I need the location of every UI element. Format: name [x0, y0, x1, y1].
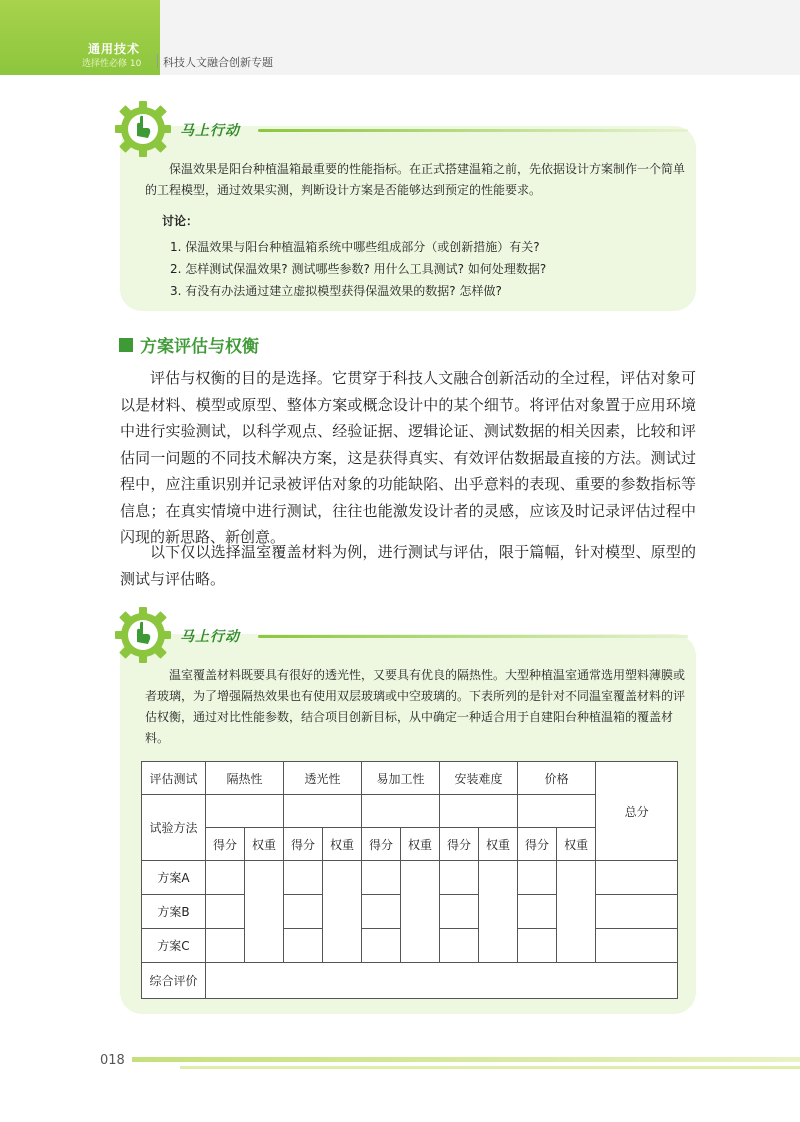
series-title: 通用技术 — [88, 42, 141, 56]
weight-header: 权重 — [401, 828, 440, 861]
weight-cell — [401, 861, 440, 963]
total-header: 总分 — [596, 762, 678, 861]
action-title-2: 马上行动 — [180, 629, 240, 645]
question-item: 2. 怎样测试保温效果? 测试哪些参数? 用什么工具测试? 如何处理数据? — [170, 262, 547, 276]
section-title: 方案评估与权衡 — [140, 337, 259, 357]
table-row — [142, 963, 678, 999]
score-cell — [362, 895, 401, 929]
evaluation-table — [141, 761, 678, 999]
action-intro-1: 保温效果是阳台种植温箱最重要的性能指标。在正式搭建温箱之前，先依据设计方案制作一个简单的工程模型，通过效果实测，判断设计方案是否能够达到预定的性能要求。 — [145, 162, 686, 197]
row-label-eval: 评估测试 — [142, 762, 206, 795]
plan-label: 方案B — [142, 895, 206, 929]
section-bullet-square — [119, 338, 133, 352]
discussion-label: 讨论： — [162, 214, 199, 228]
weight-cell — [323, 861, 362, 963]
score-header: 得分 — [518, 828, 557, 861]
plan-label: 方案C — [142, 929, 206, 963]
criterion-header: 易加工性 — [362, 762, 440, 795]
weight-cell — [245, 861, 284, 963]
table-row — [142, 762, 678, 795]
discussion-questions — [170, 236, 546, 302]
plan-label: 方案A — [142, 861, 206, 895]
score-cell — [206, 861, 245, 895]
score-header: 得分 — [440, 828, 479, 861]
action-intro-2: 温室覆盖材料既要具有很好的透光性，又要具有优良的隔热性。大型种植温室通常选用塑料薄膜或者玻璃，为了增强隔热效果也有使用双层玻璃或中空玻璃的。下表所列的是针对不同温室覆盖材料的评估权衡，通过对比性能参数，结合项目创新目标，从中确定一种适合用于自建阳台种植温箱的覆盖材料。 — [145, 668, 686, 745]
weight-cell — [557, 861, 596, 963]
footer-rule — [132, 1057, 800, 1062]
topic-title: 科技人文融合创新专题 — [163, 56, 273, 69]
score-cell — [440, 895, 479, 929]
question-item: 1. 保温效果与阳台种植温箱系统中哪些组成部分（或创新措施）有关? — [170, 240, 540, 254]
method-cell — [440, 795, 518, 828]
criterion-header: 隔热性 — [206, 762, 284, 795]
criterion-header: 安装难度 — [440, 762, 518, 795]
method-cell — [284, 795, 362, 828]
score-cell — [362, 929, 401, 963]
weight-header: 权重 — [323, 828, 362, 861]
score-header: 得分 — [284, 828, 323, 861]
table-row — [142, 861, 678, 895]
score-cell — [362, 861, 401, 895]
weight-header: 权重 — [557, 828, 596, 861]
score-cell — [206, 895, 245, 929]
total-cell — [596, 895, 678, 929]
gear-hand-icon — [112, 98, 174, 160]
total-cell — [596, 861, 678, 895]
score-cell — [284, 861, 323, 895]
method-cell — [362, 795, 440, 828]
row-label-method: 试验方法 — [142, 795, 206, 861]
action-title-underline-2 — [258, 635, 688, 638]
series-subtitle: 选择性必修 10 — [82, 59, 142, 69]
score-cell — [440, 929, 479, 963]
score-cell — [518, 861, 557, 895]
score-cell — [206, 929, 245, 963]
gear-hand-icon — [112, 604, 174, 666]
footer-rule-secondary — [180, 1066, 800, 1069]
criterion-header: 价格 — [518, 762, 596, 795]
action-title-underline-1 — [258, 129, 688, 132]
page-number: 018 — [100, 1053, 125, 1068]
total-cell — [596, 929, 678, 963]
score-cell — [284, 895, 323, 929]
score-header: 得分 — [362, 828, 401, 861]
summary-cell — [206, 963, 678, 999]
weight-header: 权重 — [245, 828, 284, 861]
method-cell — [206, 795, 284, 828]
question-item: 3. 有没有办法通过建立虚拟模型获得保温效果的数据? 怎样做? — [170, 284, 502, 298]
weight-header: 权重 — [479, 828, 518, 861]
method-cell — [518, 795, 596, 828]
score-cell — [440, 861, 479, 895]
body-paragraph-2: 以下仅以选择温室覆盖材料为例，进行测试与评估，限于篇幅，针对模型、原型的测试与评估略。 — [120, 543, 696, 588]
weight-cell — [479, 861, 518, 963]
body-paragraph-1: 评估与权衡的目的是选择。它贯穿于科技人文融合创新活动的全过程，评估对象可以是材料、模型或原型、整体方案或概念设计中的某个细节。将评估对象置于应用环境中进行实验测试，以科学观点、经验证据、逻辑论证、测试数据的相关因素，比较和评估同一问题的不同技术解决方案，这是获得真实、有效评估数据最直接的方法。测试过程中，应注重识别并记录被评估对象的功能缺陷、出乎意料的表现、重要的参数指标等信息；在真实情境中进行测试，往往也能激发设计者的灵感，应该及时记录评估过程中闪现的新思路、新创意。 — [120, 369, 696, 546]
criterion-header: 透光性 — [284, 762, 362, 795]
header-divider — [157, 54, 158, 68]
score-cell — [518, 929, 557, 963]
score-cell — [518, 895, 557, 929]
score-header: 得分 — [206, 828, 245, 861]
action-title-1: 马上行动 — [180, 123, 240, 139]
score-cell — [284, 929, 323, 963]
summary-label: 综合评价 — [142, 963, 206, 999]
